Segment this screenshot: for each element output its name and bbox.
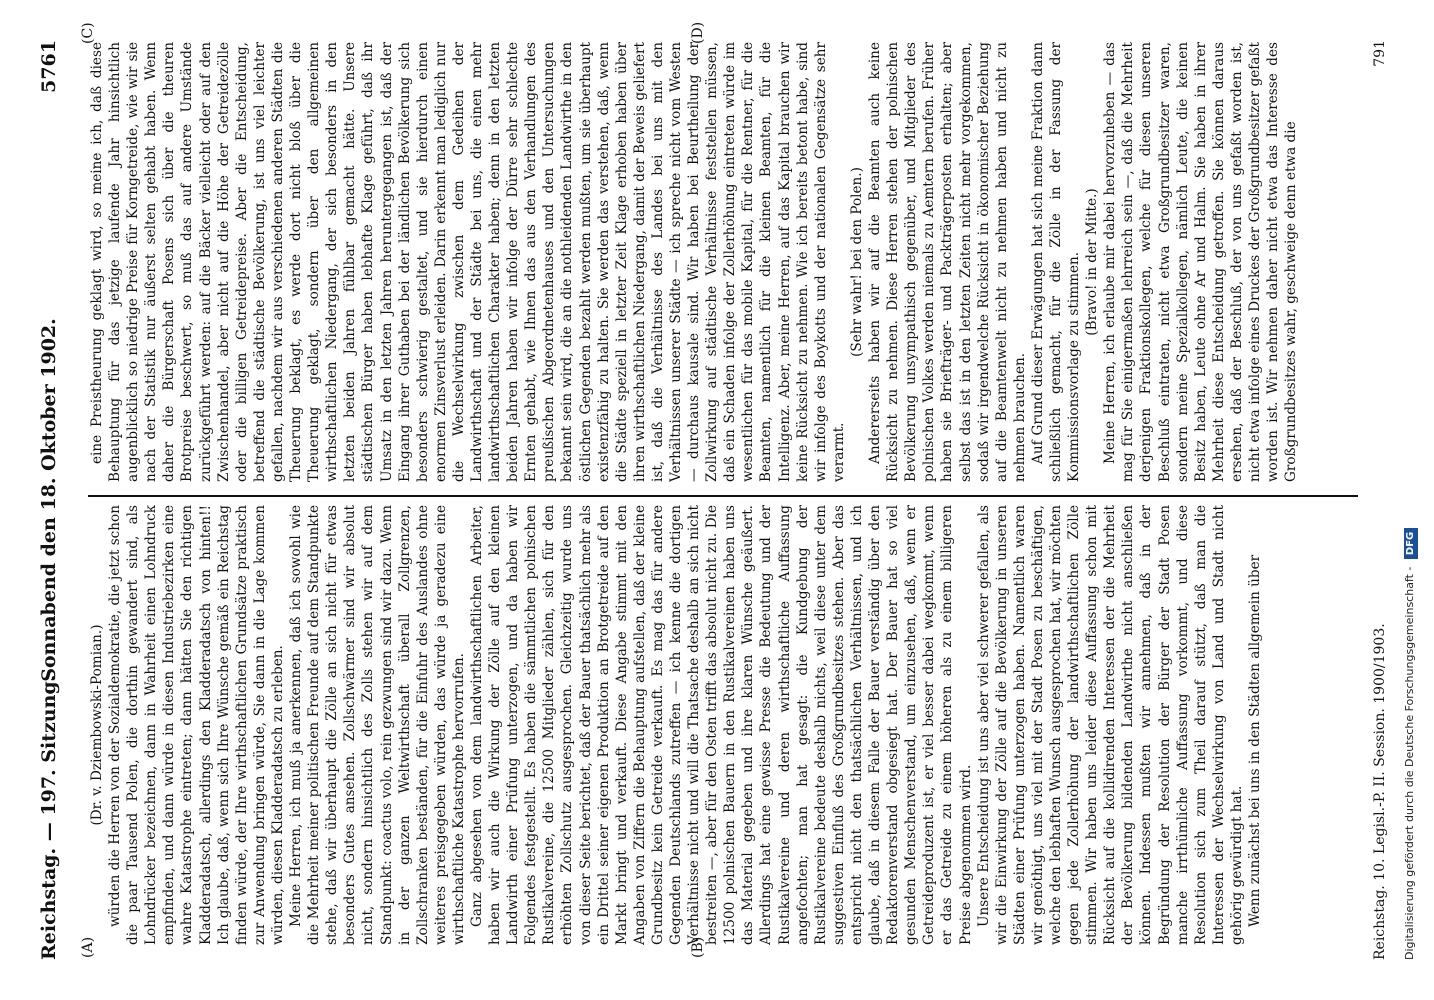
paragraph: Andererseits haben wir auf die Beamten auch keine Rücksicht zu nehmen. Diese Herren stehen der polnischen Bevölkerung unsympathisch gegenüber, und Mitglieder des polnischen Volkes werden niemals zu Aemtern berufen. Früher haben sie Briefträger- und Packträgerposten erhalten; aber selbst das ist in den letzten Zeiten nicht mehr vorgekommen, sodaß wir irgendwelche Rücksicht in ökonomischer Beziehung auf die Beamtenwelt nicht zu nehmen haben und nicht zu nehmen brauchen.	[867, 42, 1028, 482]
margin-marker-c: (C)	[80, 22, 96, 44]
paragraph: Ganz abgesehen von dem landwirthschaftlichen Arbeiter, haben wir auch die Wirkung der Zölle auf den kleinen Landwirth einer Prüfung unterzogen, und da haben wir Folgendes festgestellt. Es haben die sämmtlichen polnischen Rustikalvereine, die 12500 Mitglieder zählen, sich für den erhöhten Zollschutz ausgesprochen. Gleichzeitig wurde uns von dieser Seite berichtet, daß der Bauer thatsächlich mehr als ein Drittel seiner eigenen Produktion an Brotgetreide auf den Markt bringt und verkauft. Diese Angabe stimmt mit den Angaben von Ziffern die Behauptung aufstellen, daß der kleine Grundbesitz kein Getreide verkauft. Es mag das für andere Gegenden Deutschlands zutreffen — ich kenne die dortigen Verhältnisse nicht und will die Thatsache deshalb an sich nicht bestreiten —, aber für den Osten trifft das absolut nicht zu. Die 12500 polnischen Bauern in den Rustikalvereinen haben uns das Material gegeben und ihre klaren Wünsche geäußert. Allerdings hat eine gewisse Presse die Bedeutung und der Rustikalvereine und deren wirthschaftliche Auffassung angefochten; man hat gesagt: die Kundgebung der Rustikalvereine bedeute deshalb nichts, weil diese unter dem suggestiven Einfluß des Großgrundbesitzes stehen. Aber das entspricht nicht den thatsächlichen Verhältnissen, und ich glaube, daß in diesem Falle der Bauer verständig über den Redaktorenverstand obgesiegt hat. Der Bauer hat so viel gesunden Menschenverstand, um einzusehen, daß, wenn er Getreideproduzent ist, er viel besser dabei wegkommt, wenn er das Getreide zu einem höheren als zu einem billigeren Preise abgenommen wird.	[468, 505, 974, 945]
interjection: (Sehr wahr! bei den Polen.)	[848, 167, 865, 357]
margin-marker-a: (A)	[80, 936, 96, 958]
dfg-logo: DFG	[1404, 528, 1418, 559]
footer-session-info: Reichstag. 10. Legisl.-P. II. Session. 1900/1903.	[1372, 623, 1388, 960]
signature-number: 791	[1372, 40, 1388, 67]
paragraph: eine Preistheurung geklagt wird, so meine ich, daß diese Behauptung für das jetzige laufende Jahr hinsichtlich augenblicklich so niedrige Preise für Korngetreide, wie wir sie nach der Statistik nur äußerst selten gehabt haben. Wenn daher die Bürgerschaft Posens sich über die theuren Brotpreise beschwert, so muß das auf andere Umstände zurückgeführt werden: auf die Bäcker vielleicht oder auf den Zwischenhandel, aber nicht auf die Höhe der Getreidezölle oder die billigen Getreidepreise. Aber die Entscheidung, betreffend die städtische Bevölkerung, ist uns viel leichter gefallen, nachdem wir aus verschiedenen anderen Städten die Theuerung beklagt, es werde dort nicht bloß über die Theuerung geklagt, sondern über den allgemeinen wirthschaftlichen Niedergang, der sich besonders in den letzten beiden Jahren fühlbar gemacht hätte. Unsere städtischen Bürger haben lebhafte Klage geführt, daß ihr Umsatz in den letzten Jahren heruntergegangen ist, daß der Eingang ihrer Guthaben bei der ländlichen Bevölkerung sich besonders schwierig gestaltet, und sie hierdurch einen enormen Zinsverlust erleiden. Darin erkennt man lediglich nur die Wechselwirkung zwischen dem Gedeihen der Landwirthschaft und der Städte bei uns, die einen mehr landwirthschaftlichen Charakter haben; denn in den letzten beiden Jahren haben wir infolge der Dürre sehr schlechte Ernten gehabt, wie Ihnen das aus den Verhandlungen des preußischen Abgeordnetenhauses und den Untersuchungen bekannt sein wird, die an die nothleidenden Landwirthe in den östlichen Gegenden bezahlt werden mußten, um sie überhaupt existenzfähig zu halten. Sie werden das verstehen, daß, wenn die Städte speziell in letzter Zeit Klage erhoben haben über ihren wirthschaftlichen Niedergang, damit der Beweis geliefert ist, daß die Verhältnisse des Landes bei uns mit den Verhältnissen unserer Städte — ich spreche nicht vom Westen — durchaus kausale sind. Wir haben bei Beurtheilung der Zollwirkung auf städtische Verhältnisse feststellen müssen, daß ein Schaden infolge der Zollerhöhung eintreten würde im wesentlichen für das mobile Kapital, für die Rentner, für die Beamten, namentlich für die kleinen Beamten, für die Intelligenz. Aber, meine Herren, auf das Kapital brauchen wir keine Rücksicht zu nehmen. Wie ich bereits betont habe, sind wir infolge des Boykotts und der nationalen Gegensätze sehr verarmt.	[89, 42, 847, 482]
paragraph: Wenn zunächst bei uns in den Städten allgemein über	[1247, 554, 1263, 927]
page-number: 5761	[38, 40, 60, 93]
header-date: Sonnabend den 18. Oktober 1902.	[38, 318, 60, 682]
column-divider	[88, 495, 1358, 497]
paragraph: Unsere Entscheidung ist uns aber viel schwerer gefallen, als wir die Einwirkung der Zölle auf die Bevölkerung in unseren Städten einer Prüfung unterzogen haben. Namentlich waren wir genöthigt, uns viel mit der Stadt Posen zu beschäftigen, welche den lebhaften Wunsch ausgesprochen hat, wir möchten gegen jede Zollerhöhung der landwirthschaftlichen Zölle stimmen. Wir haben uns leider diese Auffassung schon mit Rücksicht auf die kollidirenden Interessen der die Mehrheit der Bevölkerung bildenden Landwirthe nicht anschließen können. Indessen mußten wir annehmen, daß in der Begründung der Resolution der Bürger der Stadt Posen manche irrthümliche Auffassung vorkommt, und diese Resolution sich zum Theil darauf stützt, daß man die Interessen der Wechselwirkung von Land und Stadt nicht gehörig gewürdigt hat.	[975, 505, 1245, 945]
left-column	[88, 505, 1358, 945]
paragraph: würden die Herren von der Sozialdemokratie, die jetzt schon die paar Tausend Polen, die dorthin gewandert sind, als Lohndrücker bezeichnen, dann in Wahrheit einen Lohndruck empfinden, und dann würde in diesen Industriebezirken eine wahre Katastrophe eintreten; dann hätten Sie den richtigen Kladderadatsch, allerdings den Kladderadatsch von hinten!! Ich glaube, daß, wenn sich Ihre Wünsche gemäß ein Reichstag finden würde, der Ihre wirthschaftlichen Grundsätze praktisch zur Anwendung bringen würde, Sie dann in die Lage kommen würden, diesen Kladderadatsch zu erleben.	[107, 505, 286, 945]
page-header	[34, 40, 68, 960]
margin-marker-b: (B)	[690, 936, 706, 958]
paragraph: Meine Herren, ich erlaube mir dabei hervorzuheben — das mag für Sie einigermaßen lehrreich sein —, daß die Mehrheit derjenigen Fraktionskollegen, welche für diesen unseren Beschluß eintraten, nicht etwa Großgrundbesitzer waren, sondern meine Spezialkollegen, nämlich Leute, die keinen Besitz haben, Leute ohne Ar und Halm. Sie haben in ihrer Mehrheit diese Entscheidung getroffen. Sie können daraus ersehen, daß der Beschluß, der von uns gefaßt worden ist, nicht etwa infolge eines Druckes der Großgrundbesitzer gefaßt worden ist. Wir nehmen daher nicht etwa das Interesse des Großgrundbesitzes wahr, geschweige denn etwa die	[1102, 42, 1300, 482]
digitization-text: Digitalisierung gefördert durch die Deutsche Forschungsgemeinschaft -	[1403, 566, 1416, 960]
right-column	[88, 42, 1358, 482]
margin-marker-d: (D)	[690, 21, 706, 44]
digitization-note	[1398, 0, 1422, 1000]
interjection: (Bravo! in der Mitte.)	[1084, 188, 1101, 336]
speaker-attribution: (Dr. v. Dziembowski-Pomian.)	[89, 624, 105, 826]
header-left: Reichstag. — 197. Sitzung.	[38, 674, 60, 960]
paragraph: Auf Grund dieser Erwägungen hat sich meine Fraktion dann schließlich gemacht, für die Zölle in der Fassung der Kommissionsvorlage zu stimmen.	[1029, 42, 1083, 482]
paragraph: Meine Herren, ich muß ja anerkennen, daß ich sowohl wie die Mehrheit meiner politischen Freunde auf dem Standpunkte stehe, daß wir überhaupt die Zölle an sich nicht für etwas besonders Gutes ansehen. Zollschwärmer sind wir absolut nicht, sondern hinsichtlich des Zolls stehen wir auf dem Standpunkt: coactus volo, rein gezwungen sind wir dazu. Wenn in der ganzen Weltwirthschaft überall Zollgrenzen, Zollschranken beständen, für die Einfuhr des Auslandes ohne weiteres preisgegeben würden, das würde ja geradezu eine wirthschaftliche Katastrophe hervorrufen.	[288, 505, 467, 945]
page-footer	[1372, 40, 1398, 960]
